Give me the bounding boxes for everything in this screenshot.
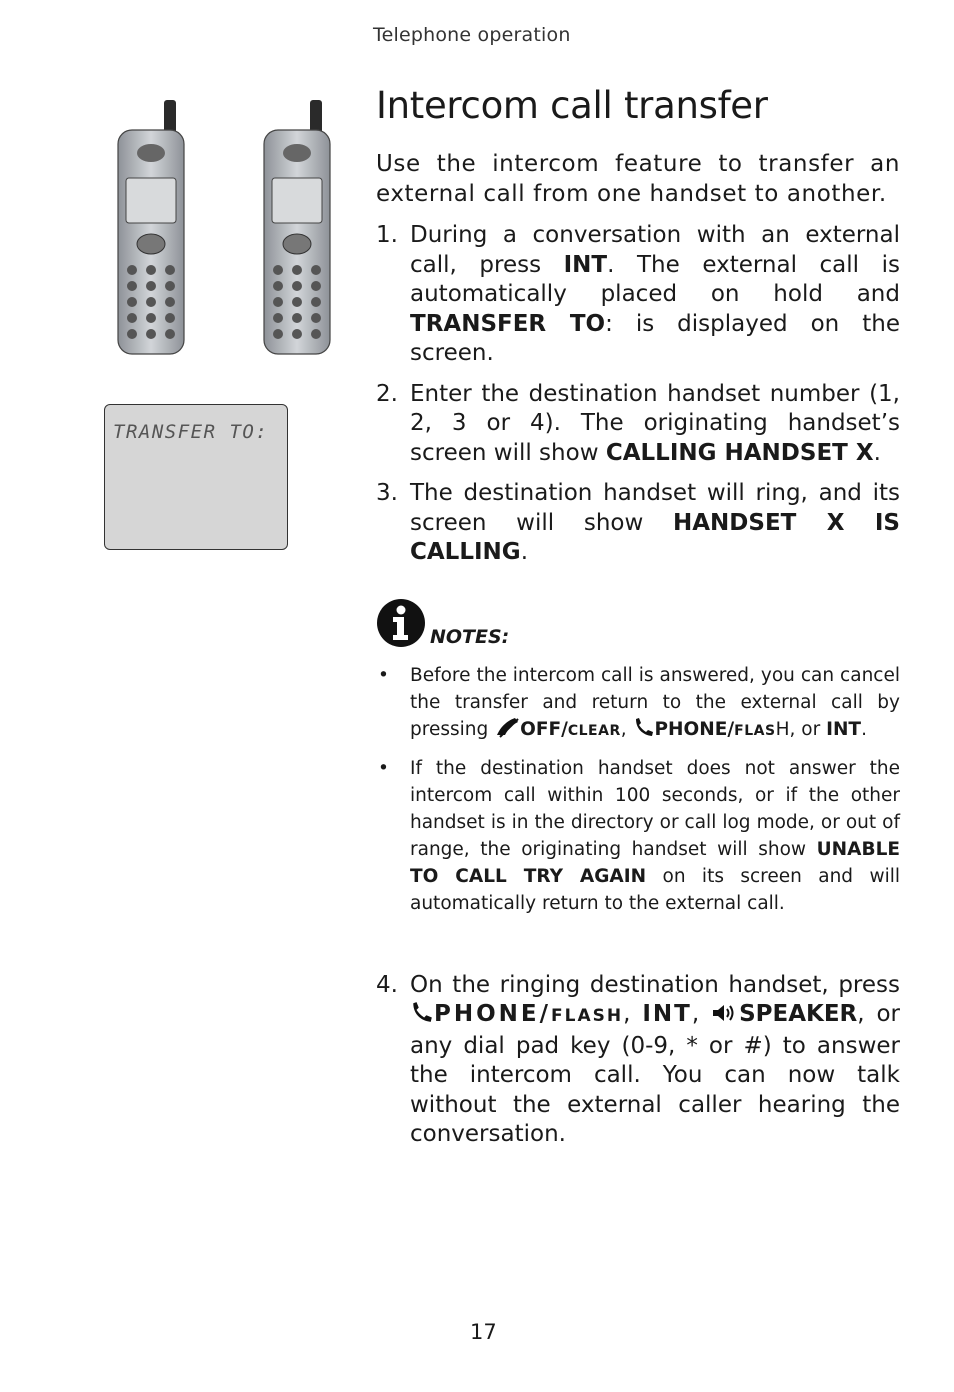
step-text: . bbox=[520, 539, 528, 565]
bullet: • bbox=[378, 664, 389, 686]
key-int: INT bbox=[642, 1001, 692, 1027]
step-2 bbox=[376, 380, 900, 469]
phone-icon bbox=[410, 1000, 434, 1024]
step-body bbox=[410, 479, 900, 568]
key-phone-flash: FLAS bbox=[734, 722, 776, 739]
note-text: on its screen and will automatically return to the external call. bbox=[410, 865, 900, 914]
step-number: 2. bbox=[376, 380, 398, 407]
note-body bbox=[410, 755, 900, 917]
step-number: 1. bbox=[376, 222, 398, 248]
main-content bbox=[376, 150, 900, 1161]
note-text: , or bbox=[789, 718, 827, 740]
display-calling-handset: CALLING HANDSET X bbox=[605, 439, 874, 466]
lcd-screen bbox=[104, 404, 288, 550]
step-4 bbox=[376, 971, 900, 1150]
key-int: INT bbox=[563, 251, 608, 278]
step-number: 4. bbox=[376, 971, 398, 998]
note-text: Before the intercom call is answered, you can cancel the transfer and return to the external call by pressing bbox=[410, 664, 900, 740]
note-text: , bbox=[620, 718, 633, 740]
handsets-illustration bbox=[112, 98, 342, 362]
intro-paragraph: Use the intercom feature to transfer an external call from one handset to another. bbox=[376, 151, 900, 207]
step-text: . The external call is automatically placed on hold and bbox=[410, 251, 900, 307]
key-off: OFF/ bbox=[520, 718, 568, 740]
info-icon bbox=[376, 598, 426, 648]
key-phone: PHONE/ bbox=[654, 718, 735, 740]
key-int: INT bbox=[826, 718, 862, 740]
step-text: The destination handset will ring, and its screen will show bbox=[410, 480, 900, 536]
key-phone: PHONE/ bbox=[434, 1001, 552, 1027]
step-text: Enter the destination handset number (1, 2, 3 or 4). The originating handset’s screen will show bbox=[410, 380, 900, 466]
step-text: , or any dial pad key (0-9, * or #) to answer the intercom call. You can now talk without the external caller hearing the conversation. bbox=[410, 1001, 901, 1147]
step-body bbox=[410, 380, 900, 469]
note-2 bbox=[376, 755, 900, 917]
step-text: During a conversation with an external call, press bbox=[410, 222, 900, 278]
step-1 bbox=[376, 221, 900, 369]
speaker-icon bbox=[711, 1002, 739, 1024]
step-number: 3. bbox=[376, 480, 398, 506]
handset-2 bbox=[264, 100, 330, 354]
note-text: If the destination handset does not answer the intercom call within 100 seconds, or if the other handset is in the directory or call log mode, or out of range, the originating handset will show bbox=[410, 757, 900, 860]
display-unable-to-call: UNABLE TO CALL TRY AGAIN bbox=[410, 838, 900, 887]
step-text: , bbox=[623, 1001, 643, 1027]
section-header: Telephone operation bbox=[373, 24, 571, 46]
notes-label: NOTES: bbox=[430, 625, 510, 648]
key-off-clear: CLEAR bbox=[567, 722, 621, 739]
step-body bbox=[410, 971, 900, 1150]
note-text: H bbox=[775, 718, 790, 740]
key-phone-flash: FLASH bbox=[551, 1006, 624, 1026]
phone-icon bbox=[633, 716, 655, 738]
page-number: 17 bbox=[470, 1320, 497, 1344]
step-text: On the ringing destination handset, press bbox=[410, 971, 900, 998]
step-text: , bbox=[691, 1001, 712, 1027]
lcd-text: TRANSFER TO: bbox=[113, 421, 269, 443]
step-3 bbox=[376, 479, 900, 568]
note-1 bbox=[376, 662, 900, 745]
key-speaker: SPEAKER bbox=[739, 1001, 858, 1027]
handset-1 bbox=[118, 100, 184, 354]
step-body bbox=[410, 221, 900, 369]
note-body bbox=[410, 662, 900, 745]
note-text: . bbox=[861, 718, 867, 740]
step-text: : is displayed on the screen. bbox=[410, 310, 900, 366]
notes-header bbox=[376, 596, 900, 648]
phone-off-icon bbox=[494, 716, 520, 738]
display-transfer-to: TRANSFER TO bbox=[410, 310, 606, 337]
display-handset-calling: HANDSET X IS CALLING bbox=[410, 509, 900, 565]
step-text: . bbox=[873, 439, 881, 466]
page-title: Intercom call transfer bbox=[376, 84, 768, 127]
bullet: • bbox=[378, 757, 389, 779]
